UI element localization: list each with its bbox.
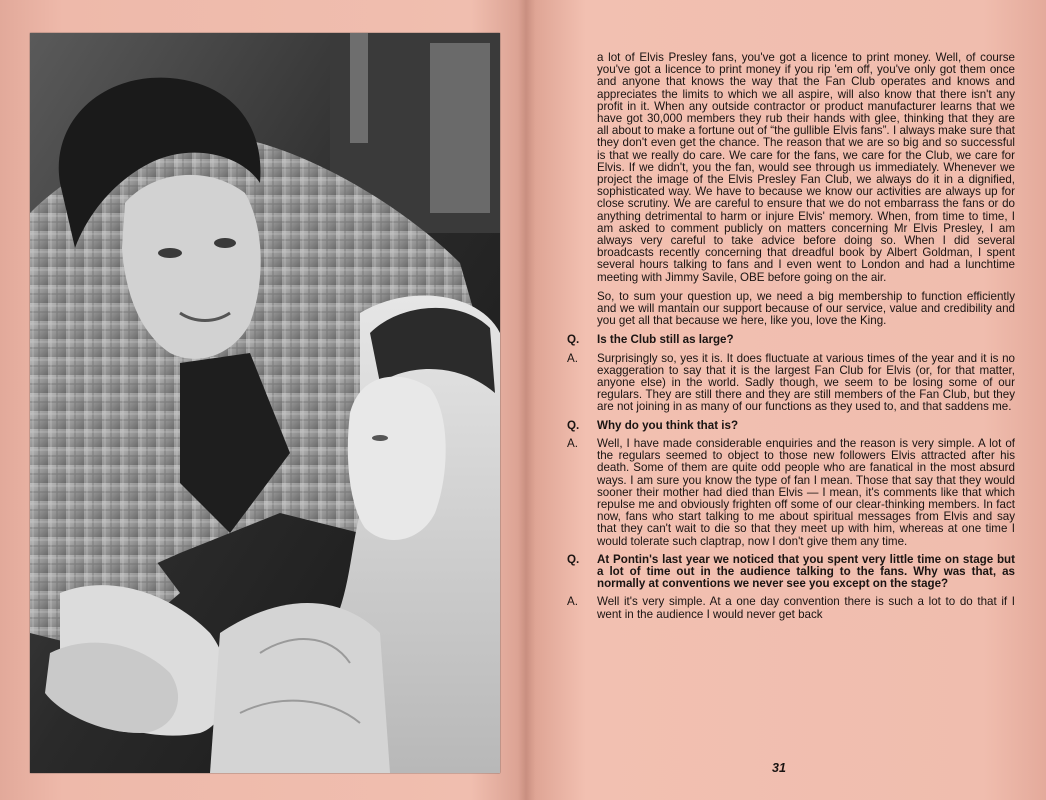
article-text — [567, 51, 1015, 627]
answer-1 — [567, 353, 1015, 414]
answer-label: A. — [567, 595, 578, 609]
question-text: Is the Club still as large? — [597, 333, 734, 347]
question-3 — [567, 554, 1015, 591]
answer-3 — [567, 596, 1015, 620]
question-text: Why do you think that is? — [597, 418, 739, 432]
question-label: Q. — [567, 418, 580, 432]
answer-label: A. — [567, 351, 578, 365]
question-label: Q. — [567, 552, 580, 566]
page-number: 31 — [772, 761, 786, 775]
right-page — [525, 0, 1046, 800]
answer-text: Well, I have made considerable enquiries and the reason is very simple. A lot of the regulars seemed to object to those new followers Elvis attracted after his death. Some of them are quite odd people who are fanatical in the most absurd ways. I am sure you know the type of fan I mean. Those that say that they would sooner their mother had died than Elvis — I mean, it's comments like that which repulse me and obviously frighten off some of our clear-thinking members. In fact now, fans who start talking to me about spiritual messages from Elvis and say that they can't wait to die so that they meet up with him, whereas at one time I would tolerate such claptrap, now I don't give them any time. — [597, 436, 1015, 548]
elvis-photo-icon — [30, 33, 500, 773]
question-label: Q. — [567, 333, 580, 347]
answer-text: Well it's very simple. At a one day convention there is such a lot to do that if I went in the audience I would never get back — [597, 595, 1015, 621]
intro-paragraph: a lot of Elvis Presley fans, you've got a licence to print money. Well, of course you've got a licence to print money if you rip 'em off, you've only got them once and anyone that knows the way that the Fan Club operates and knows and appreciates the limits to which we all aspire, will also know that there isn't any profit in it. When any outside contractor or product manufacturer learns that we have got 30,000 members they rub their hands with glee, thinking that they are all about to make a fortune out of “the gullible Elvis fans”. I always make sure that they don't even get the chance. The reason that we are so big and so successful is that we really do care. We care for the fans, we care for the Club, we care for Elvis. If we didn't, you the fan, would see through us immediately. Whenever we project the image of the Elvis Presley Fan Club, we always do it in a dignified, sophisticated way. We have to because we know our activities are always up for close scrutiny. We are careful to ensure that we do not embarrass the fans or do anything detrimental to harm or injure Elvis' memory. When, from time to time, I am asked to comment publicly on matters concerning Mr Elvis Presley, I am always very careful to take advice before doing so. When I did several broadcasts recently concerning that dreadful book by Albert Goldman, I spent several hours talking to fans and I even went to London and had a lunchtime meeting with Jimmy Savile, OBE before going on the air. — [597, 51, 1015, 284]
answer-label: A. — [567, 436, 578, 450]
question-text: At Pontin's last year we noticed that you spent very little time on stage but a lot of time out in the audience talking to the fans. Why was that, as normally at conventions we never see you except on the stage? — [597, 552, 1015, 591]
summary-paragraph: So, to sum your question up, we need a big membership to function efficiently and we will mantain our support because of our service, value and credibility and you get all that because we here, like you, love the King. — [597, 289, 1015, 328]
photo — [30, 33, 500, 773]
question-2 — [567, 420, 1015, 432]
answer-2 — [567, 438, 1015, 548]
question-1 — [567, 334, 1015, 346]
answer-text: Surprisingly so, yes it is. It does fluctuate at various times of the year and it is no exaggeration to say that it is the largest Fan Club for Elvis (or, for that matter, anyone else) in the world. Sadly though, we seem to be losing some of our regulars. They are still there and they are still members of the Fan Club, but they are not joining in as many of our functions as they used to, and that saddens me. — [597, 351, 1015, 414]
